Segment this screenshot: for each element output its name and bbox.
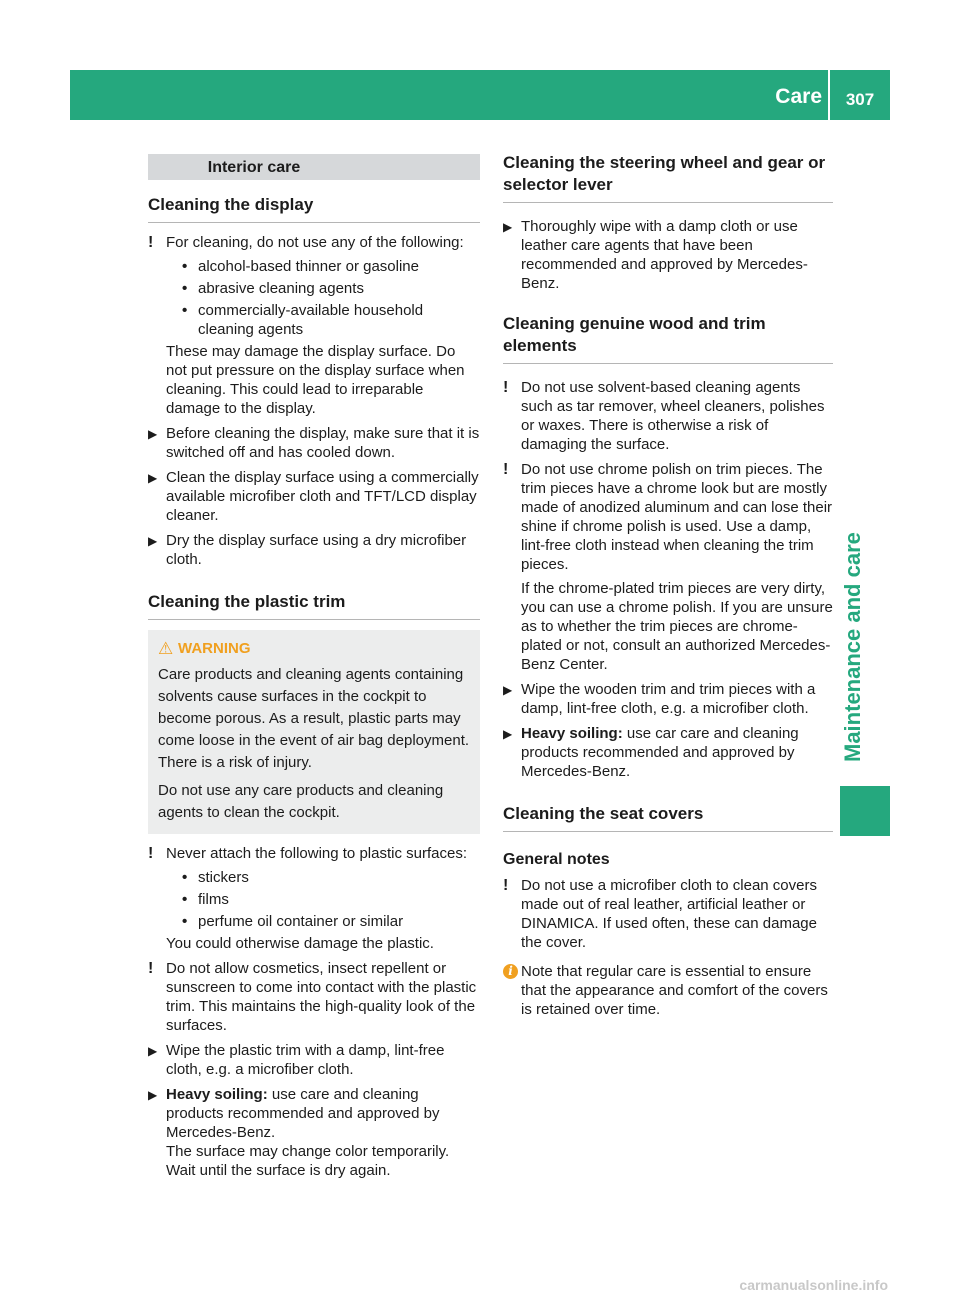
step-item: ▶ Heavy soiling: use care and cleaning products recommended and approved by Mercedes-Benz. The surface may change color temporarily. Wait until the surface is dry again.: [148, 1086, 450, 1179]
heading-steering-wheel: Cleaning the steering wheel and gear or selector lever: [503, 152, 833, 203]
caution-icon: !: [148, 234, 154, 251]
list-item: • films: [182, 891, 229, 908]
step-item: ▶ Thoroughly wipe with a damp cloth or use leather care agents that have been recommended and approved by Mercedes-Benz.: [503, 218, 808, 292]
list-item: • commercially-available household cleaning agents: [182, 302, 424, 338]
step-arrow-icon: ▶: [503, 220, 513, 234]
step-item: ▶ Wipe the wooden trim and trim pieces with a damp, lint-free cloth, e.g. a microfiber cloth.: [503, 681, 816, 717]
list-item: • perfume oil container or similar: [182, 913, 404, 930]
step-arrow-icon: ▶: [503, 727, 513, 741]
note-solvent: ! Do not use solvent-based cleaning agents such as tar remover, wheel cleaners, polishes or waxes. There is otherwise a risk of damaging the surface.: [503, 379, 825, 453]
list-item: • abrasive cleaning agents: [182, 280, 364, 297]
left-column: [148, 154, 480, 1186]
page-header-bar: [70, 70, 890, 120]
note-microfiber: ! Do not use a microfiber cloth to clean covers made out of real leather, artificial leather or DINAMICA. If used often, these can damage the cover.: [503, 877, 817, 951]
footer-watermark: carmanualsonline.info: [739, 1277, 888, 1293]
section-title: Care: [775, 85, 822, 108]
note-cosmetics: ! Do not allow cosmetics, insect repellent or sunscreen to come into contact with the plastic trim. This maintains the high-quality look of the surfaces.: [148, 960, 477, 1034]
note-plastic-surfaces: ! Never attach the following to plastic surfaces: • stickers • films • perfume oil container or similar You could otherwise damage the plastic.: [148, 844, 480, 953]
side-tab-marker: [840, 786, 890, 836]
step-item: ▶ Dry the display surface using a dry microfiber cloth.: [148, 532, 467, 568]
step-arrow-icon: ▶: [148, 427, 158, 441]
caution-icon: !: [503, 877, 509, 894]
subheading-general-notes: General notes: [503, 851, 610, 868]
caution-icon: !: [148, 845, 154, 862]
info-regular-care: i Note that regular care is essential to ensure that the appearance and comfort of the covers is retained over time.: [503, 962, 833, 1019]
warning-triangle-icon: ⚠: [158, 639, 174, 658]
heading-cleaning-display: Cleaning the display: [148, 194, 480, 223]
list-item: • stickers: [182, 869, 249, 886]
list-item: • alcohol-based thinner or gasoline: [182, 258, 419, 275]
step-arrow-icon: ▶: [148, 534, 158, 548]
step-arrow-icon: ▶: [148, 471, 158, 485]
heading-cleaning-plastic: Cleaning the plastic trim: [148, 591, 480, 620]
info-icon: i: [503, 964, 518, 979]
note-display: ! For cleaning, do not use any of the following: • alcohol-based thinner or gasoline • abrasive cleaning agents • commercially-available household cleaning agents These may damage the display surface. Do not put pressure on the display surface when cleaning. This could lead to irreparable damage to the display.: [148, 233, 480, 418]
note-chrome-polish: ! Do not use chrome polish on trim pieces. The trim pieces have a chrome look but are mostly made of anodized aluminum and can lose their shine if chrome polish is used. Use a damp, lint-free cloth instead when cleaning the trim pieces. If the chrome-plated trim pieces are very dirty, you can use a chrome polish. If you are unsure as to whether the trim pieces are chrome-plated or not, consult an authorized Mercedes-Benz Center.: [503, 461, 833, 673]
caution-icon: !: [148, 960, 154, 977]
step-arrow-icon: ▶: [148, 1044, 158, 1058]
right-column: [503, 152, 833, 1025]
heading-wood-trim: Cleaning genuine wood and trim elements: [503, 313, 833, 364]
step-arrow-icon: ▶: [503, 683, 513, 697]
page-number: 307: [845, 90, 875, 109]
caution-icon: !: [503, 379, 509, 396]
step-item: ▶ Heavy soiling: use car care and cleaning products recommended and approved by Mercedes-Benz.: [503, 725, 799, 780]
step-item: ▶ Wipe the plastic trim with a damp, lint-free cloth, e.g. a microfiber cloth.: [148, 1042, 445, 1078]
step-item: ▶ Clean the display surface using a commercially available microfiber cloth and TFT/LCD display cleaner.: [148, 469, 479, 524]
step-item: ▶ Before cleaning the display, make sure that it is switched off and has cooled down.: [148, 425, 480, 461]
step-arrow-icon: ▶: [148, 1088, 158, 1102]
heading-seat-covers: Cleaning the seat covers: [503, 803, 833, 832]
caution-icon: !: [503, 461, 509, 478]
chapter-banner: Interior care: [148, 154, 480, 180]
warning-box: ⚠ WARNING Care products and cleaning agents containing solvents cause surfaces in the cockpit to become porous. As a result, plastic parts may come loose in the event of air bag deployment. There is a risk of injury. Do not use any care products and cleaning agents to clean the cockpit.: [148, 630, 480, 834]
